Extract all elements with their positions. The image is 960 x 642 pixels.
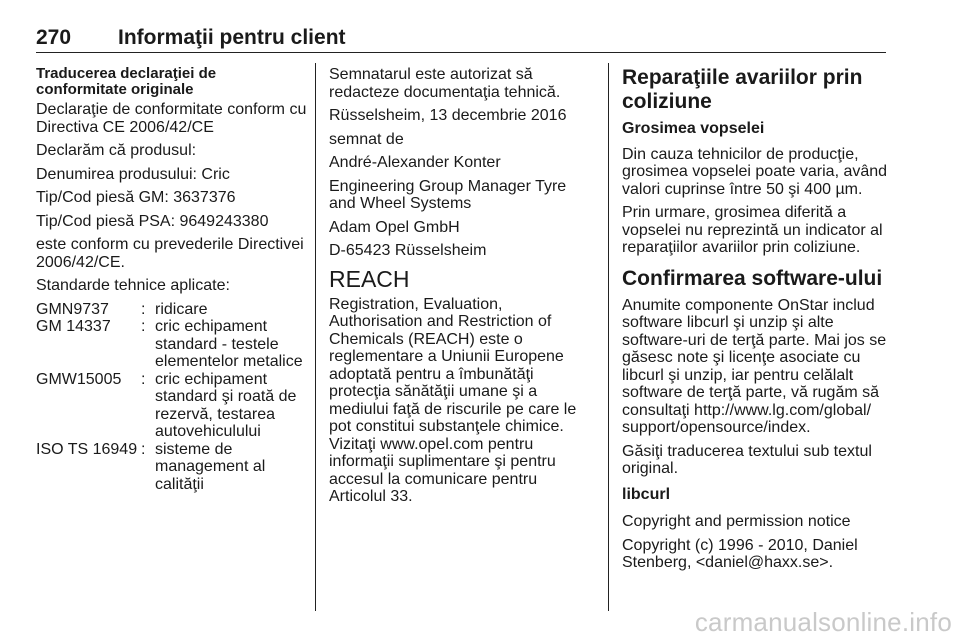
company-name: Adam Opel GmbH: [329, 218, 460, 236]
conformity-statement: este conform cu prevederile Directivei 2006/42/CE.: [36, 236, 304, 271]
standard-code: ISO TS 16949: [36, 440, 138, 458]
company-address: D-65423 Rüsselsheim: [329, 242, 487, 259]
reach-heading: REACH: [329, 265, 410, 292]
standard-code: GMW15005: [36, 370, 122, 388]
copyright-notice: Copyright and permission notice: [622, 513, 851, 530]
column-repairs-software: [622, 66, 888, 578]
standard-separator: :: [141, 300, 146, 318]
column-declaration: [36, 66, 308, 493]
software-heading: Confirmarea software-ului: [622, 266, 883, 290]
reach-text: Registration, Evaluation, Authorisation and Restriction of Chemicals (REACH) este o reglementare a Uniunii Europene adoptată pentru a îmbunătăţi protecţia sănătăţii umane şi a mediului faţă de riscurile pe care le pot constitui substanţele chimice. Vizitaţi www.opel.com pentru informaţii suplimentare şi pentru accesul la comunicare pentru Articolul 33.: [329, 295, 577, 505]
standard-code: GM 14337: [36, 318, 111, 335]
declaration-subheading: Traducerea declaraţiei de conformitate originale: [36, 65, 217, 98]
paint-paragraph-2: Prin urmare, grosimea diferită a vopselei nu reprezintă un indicator al reparaţiilor avariilor prin coliziune.: [622, 204, 883, 256]
signatory-text: Semnatarul este autorizat să redacteze documentaţia tehnică.: [329, 66, 561, 101]
standard-description: ridicare: [155, 300, 208, 318]
libcurl-heading: libcurl: [622, 485, 671, 503]
page-title: Informaţii pentru client: [118, 26, 346, 49]
gm-part-number: Tip/Cod piesă GM: 3637376: [36, 189, 236, 206]
psa-part-number: Tip/Cod piesă PSA: 9649243380: [36, 212, 269, 230]
standard-separator: :: [141, 370, 146, 388]
standards-table: [36, 301, 308, 494]
signed-by: semnat de: [329, 130, 404, 148]
signatory-name: André-Alexander Konter: [329, 154, 501, 171]
product-name: Denumirea produsului: Cric: [36, 165, 230, 183]
declaration-intro: Declaraţie de conformitate conform cu Directiva CE 2006/42/CE: [36, 101, 307, 136]
repairs-heading: Reparaţiile avariilor prin coliziune: [622, 66, 863, 113]
signatory-role: Engineering Group Manager Tyre and Wheel Systems: [329, 177, 567, 212]
copyright-line: Copyright (c) 1996 - 2010, Daniel Stenberg, <daniel@haxx.se>.: [622, 536, 858, 571]
standard-description: sisteme de management al calităţii: [155, 440, 266, 493]
column-divider-right: [608, 63, 609, 611]
column-signatory-reach: [329, 66, 589, 512]
page-header: [36, 26, 886, 53]
watermark: carmanualsonline.info: [694, 607, 952, 637]
standard-separator: :: [141, 318, 146, 335]
standard-code: GMN9737: [36, 300, 109, 318]
page-number: 270: [36, 26, 72, 49]
standard-description: cric echipament standard şi roată de rezervă, testarea autovehiculului: [155, 370, 297, 440]
paint-paragraph-1: Din cauza tehnicilor de producţie, grosimea vopselei poate varia, având valori cuprinse între 50 şi 400 µm.: [622, 145, 888, 198]
paint-heading: Grosimea vopselei: [622, 120, 765, 137]
place-date: Rüsselsheim, 13 decembrie 2016: [329, 107, 567, 124]
software-paragraph-2: Găsiţi traducerea textului sub textul original.: [622, 442, 872, 477]
standard-description: cric echipament standard - testele elementelor metalice: [155, 318, 303, 370]
standard-separator: :: [141, 440, 146, 458]
software-paragraph-1: Anumite componente OnStar includ software libcurl şi unzip şi alte software-uri de terţă parte. Mai jos se găsesc note şi licenţe asociate cu libcurl şi unzip, iar pentru celălalt software de terţă parte, vă rugăm să consultaţi http://www.lg.com/global/ support/opensource/index.: [622, 296, 887, 436]
standards-label: Standarde tehnice aplicate:: [36, 277, 230, 294]
column-divider-left: [315, 63, 316, 611]
declaration-statement: Declarăm că produsul:: [36, 142, 197, 159]
